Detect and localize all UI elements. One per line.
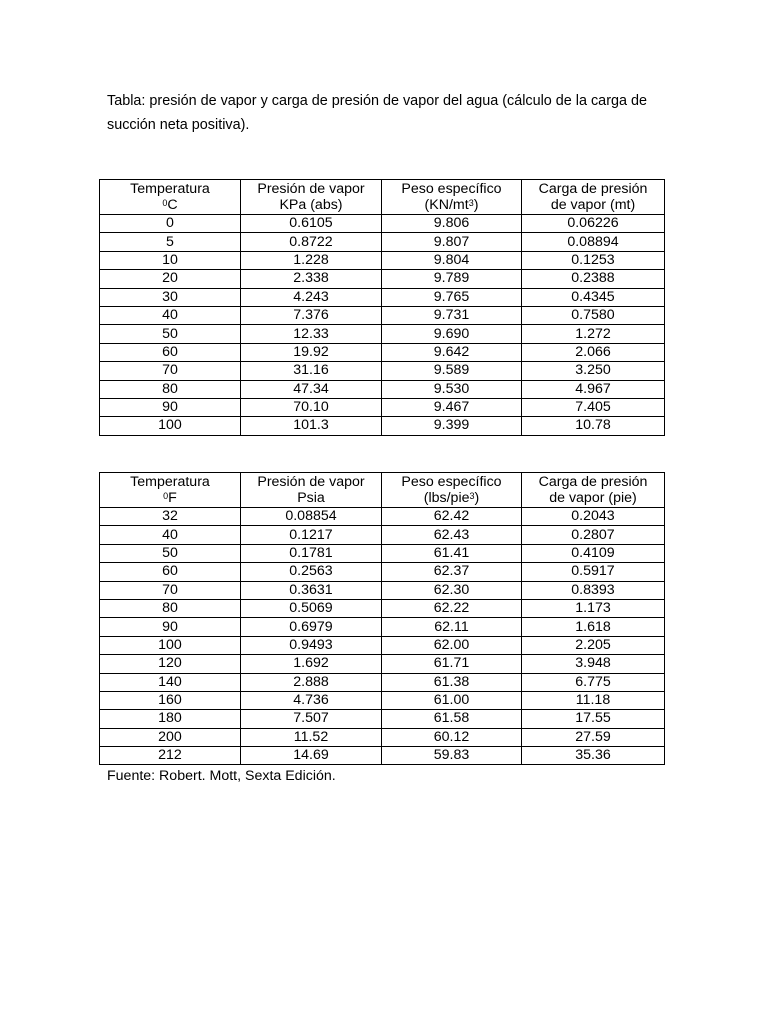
cell-temperature: 90 <box>100 618 241 636</box>
header-vapor-pressure <box>241 473 382 508</box>
cell-vapor-pressure-head: 2.205 <box>522 636 665 654</box>
cell-temperature: 70 <box>100 581 241 599</box>
cell-temperature: 180 <box>100 710 241 728</box>
cell-vapor-pressure-head: 27.59 <box>522 728 665 746</box>
cell-vapor-pressure-head: 17.55 <box>522 710 665 728</box>
cell-vapor-pressure: 47.34 <box>241 380 382 398</box>
cell-specific-weight: 62.37 <box>382 563 522 581</box>
header-vapor-pressure-head-unit: de vapor (mt) <box>550 197 636 213</box>
table-row <box>100 288 665 306</box>
cell-vapor-pressure: 12.33 <box>241 325 382 343</box>
cell-vapor-pressure-head: 0.4345 <box>522 288 665 306</box>
header-vapor-pressure-unit: KPa (abs) <box>279 197 343 213</box>
header-vapor-pressure-head-unit: de vapor (pie) <box>549 490 637 506</box>
cell-vapor-pressure: 0.8722 <box>241 233 382 251</box>
cell-specific-weight: 9.765 <box>382 288 522 306</box>
table-row <box>100 563 665 581</box>
cell-vapor-pressure: 0.5069 <box>241 599 382 617</box>
cell-vapor-pressure-head: 2.066 <box>522 343 665 361</box>
cell-vapor-pressure: 1.228 <box>241 251 382 269</box>
cell-temperature: 200 <box>100 728 241 746</box>
cell-specific-weight: 61.41 <box>382 544 522 562</box>
cell-specific-weight: 9.530 <box>382 380 522 398</box>
table-row <box>100 362 665 380</box>
cell-vapor-pressure: 0.08854 <box>241 508 382 526</box>
cell-vapor-pressure: 7.376 <box>241 306 382 324</box>
cell-specific-weight: 62.00 <box>382 636 522 654</box>
cell-specific-weight: 9.399 <box>382 417 522 435</box>
cell-temperature: 100 <box>100 636 241 654</box>
cell-specific-weight: 9.807 <box>382 233 522 251</box>
cell-specific-weight: 9.690 <box>382 325 522 343</box>
vapor-pressure-table-fahrenheit <box>99 472 665 765</box>
table-row <box>100 581 665 599</box>
table-row <box>100 251 665 269</box>
cell-vapor-pressure-head: 35.36 <box>522 747 665 765</box>
cell-temperature: 160 <box>100 691 241 709</box>
table-row <box>100 544 665 562</box>
cell-specific-weight: 9.467 <box>382 398 522 416</box>
cell-vapor-pressure-head: 1.173 <box>522 599 665 617</box>
cell-specific-weight: 62.22 <box>382 599 522 617</box>
cell-vapor-pressure: 0.6105 <box>241 215 382 233</box>
table-row <box>100 508 665 526</box>
cell-vapor-pressure-head: 0.2043 <box>522 508 665 526</box>
cell-specific-weight: 9.589 <box>382 362 522 380</box>
cell-temperature: 212 <box>100 747 241 765</box>
cell-vapor-pressure: 1.692 <box>241 655 382 673</box>
header-specific-weight-unit: (lbs/pie <box>423 490 470 506</box>
cell-temperature: 32 <box>100 508 241 526</box>
header-specific-weight-unit-close: ) <box>473 197 479 213</box>
header-temperature <box>100 473 241 508</box>
cell-vapor-pressure-head: 0.08894 <box>522 233 665 251</box>
header-temperature-label: Temperatura <box>130 181 210 197</box>
cell-temperature: 40 <box>100 526 241 544</box>
table-row <box>100 691 665 709</box>
cell-vapor-pressure: 7.507 <box>241 710 382 728</box>
header-vapor-pressure-label: Presión de vapor <box>257 181 365 197</box>
table-row <box>100 325 665 343</box>
cell-temperature: 5 <box>100 233 241 251</box>
table-row <box>100 526 665 544</box>
cell-specific-weight: 59.83 <box>382 747 522 765</box>
table-row <box>100 673 665 691</box>
table-row <box>100 343 665 361</box>
cell-temperature: 50 <box>100 325 241 343</box>
degree-superscript: 0 <box>162 198 168 208</box>
table-row <box>100 417 665 435</box>
cell-vapor-pressure: 70.10 <box>241 398 382 416</box>
cell-vapor-pressure: 0.1217 <box>241 526 382 544</box>
cell-specific-weight: 9.642 <box>382 343 522 361</box>
cell-temperature: 10 <box>100 251 241 269</box>
header-vapor-pressure-head-label: Carga de presión <box>538 474 648 490</box>
cell-specific-weight: 62.11 <box>382 618 522 636</box>
cell-temperature: 100 <box>100 417 241 435</box>
cell-specific-weight: 60.12 <box>382 728 522 746</box>
cell-specific-weight: 9.804 <box>382 251 522 269</box>
cell-specific-weight: 61.58 <box>382 710 522 728</box>
cell-vapor-pressure: 0.9493 <box>241 636 382 654</box>
table-row <box>100 306 665 324</box>
header-vapor-pressure-head-label: Carga de presión <box>538 181 648 197</box>
cell-vapor-pressure: 2.338 <box>241 270 382 288</box>
cell-temperature: 80 <box>100 380 241 398</box>
cell-vapor-pressure: 4.736 <box>241 691 382 709</box>
cell-vapor-pressure-head: 4.967 <box>522 380 665 398</box>
cell-vapor-pressure-head: 0.2388 <box>522 270 665 288</box>
cell-temperature: 20 <box>100 270 241 288</box>
cell-temperature: 50 <box>100 544 241 562</box>
cell-vapor-pressure: 0.3631 <box>241 581 382 599</box>
table-caption: Tabla: presión de vapor y carga de presión de vapor del agua (cálculo de la carga de succión neta positiva). <box>107 93 647 133</box>
cell-temperature: 30 <box>100 288 241 306</box>
header-temperature <box>100 180 241 215</box>
cell-vapor-pressure-head: 1.272 <box>522 325 665 343</box>
header-vapor-pressure-head <box>522 180 665 215</box>
cell-vapor-pressure-head: 0.4109 <box>522 544 665 562</box>
cell-vapor-pressure-head: 10.78 <box>522 417 665 435</box>
cell-vapor-pressure-head: 3.948 <box>522 655 665 673</box>
cell-vapor-pressure-head: 7.405 <box>522 398 665 416</box>
cell-temperature: 0 <box>100 215 241 233</box>
cell-temperature: 80 <box>100 599 241 617</box>
header-vapor-pressure-unit: Psia <box>297 490 325 506</box>
cell-temperature: 60 <box>100 563 241 581</box>
cell-vapor-pressure: 101.3 <box>241 417 382 435</box>
header-vapor-pressure-head <box>522 473 665 508</box>
cell-specific-weight: 9.789 <box>382 270 522 288</box>
cell-temperature: 120 <box>100 655 241 673</box>
cell-vapor-pressure: 4.243 <box>241 288 382 306</box>
header-specific-weight-unit: (KN/mt <box>424 197 469 213</box>
header-temperature-unit: F <box>168 490 177 506</box>
cell-vapor-pressure: 0.1781 <box>241 544 382 562</box>
cell-vapor-pressure-head: 0.2807 <box>522 526 665 544</box>
header-vapor-pressure-label: Presión de vapor <box>257 474 365 490</box>
cell-temperature: 40 <box>100 306 241 324</box>
table-row <box>100 636 665 654</box>
table-row <box>100 233 665 251</box>
cell-specific-weight: 9.806 <box>382 215 522 233</box>
cell-vapor-pressure-head: 0.7580 <box>522 306 665 324</box>
cell-vapor-pressure: 0.2563 <box>241 563 382 581</box>
cubic-superscript: 3 <box>469 491 475 501</box>
cell-specific-weight: 61.38 <box>382 673 522 691</box>
cell-vapor-pressure-head: 1.618 <box>522 618 665 636</box>
cell-vapor-pressure-head: 0.8393 <box>522 581 665 599</box>
source-citation: Fuente: Robert. Mott, Sexta Edición. <box>107 768 336 784</box>
cell-vapor-pressure-head: 0.06226 <box>522 215 665 233</box>
table-row <box>100 599 665 617</box>
header-specific-weight <box>382 180 522 215</box>
table-row <box>100 215 665 233</box>
table-row <box>100 710 665 728</box>
vapor-pressure-table-celsius <box>99 179 665 436</box>
header-specific-weight-label: Peso específico <box>401 474 502 490</box>
cell-specific-weight: 61.00 <box>382 691 522 709</box>
cell-vapor-pressure-head: 0.1253 <box>522 251 665 269</box>
cell-temperature: 90 <box>100 398 241 416</box>
header-specific-weight <box>382 473 522 508</box>
header-temperature-unit: C <box>167 197 178 213</box>
cell-vapor-pressure: 2.888 <box>241 673 382 691</box>
cell-specific-weight: 61.71 <box>382 655 522 673</box>
table-row <box>100 747 665 765</box>
table-row <box>100 398 665 416</box>
cell-vapor-pressure: 0.6979 <box>241 618 382 636</box>
table-row <box>100 270 665 288</box>
cell-vapor-pressure: 14.69 <box>241 747 382 765</box>
table-row <box>100 655 665 673</box>
table-row <box>100 728 665 746</box>
table-row <box>100 380 665 398</box>
cell-vapor-pressure-head: 0.5917 <box>522 563 665 581</box>
cell-vapor-pressure: 31.16 <box>241 362 382 380</box>
header-specific-weight-unit-close: ) <box>474 490 480 506</box>
cell-specific-weight: 62.42 <box>382 508 522 526</box>
cell-vapor-pressure-head: 6.775 <box>522 673 665 691</box>
cell-vapor-pressure-head: 11.18 <box>522 691 665 709</box>
cell-vapor-pressure: 11.52 <box>241 728 382 746</box>
cubic-superscript: 3 <box>468 198 474 208</box>
cell-vapor-pressure: 19.92 <box>241 343 382 361</box>
cell-vapor-pressure-head: 3.250 <box>522 362 665 380</box>
table-header-row <box>100 473 665 508</box>
cell-temperature: 140 <box>100 673 241 691</box>
header-vapor-pressure <box>241 180 382 215</box>
cell-temperature: 70 <box>100 362 241 380</box>
cell-specific-weight: 62.43 <box>382 526 522 544</box>
cell-temperature: 60 <box>100 343 241 361</box>
table-header-row <box>100 180 665 215</box>
table-row <box>100 618 665 636</box>
cell-specific-weight: 62.30 <box>382 581 522 599</box>
header-temperature-label: Temperatura <box>130 474 210 490</box>
cell-specific-weight: 9.731 <box>382 306 522 324</box>
degree-superscript: 0 <box>163 491 169 501</box>
header-specific-weight-label: Peso específico <box>401 181 502 197</box>
